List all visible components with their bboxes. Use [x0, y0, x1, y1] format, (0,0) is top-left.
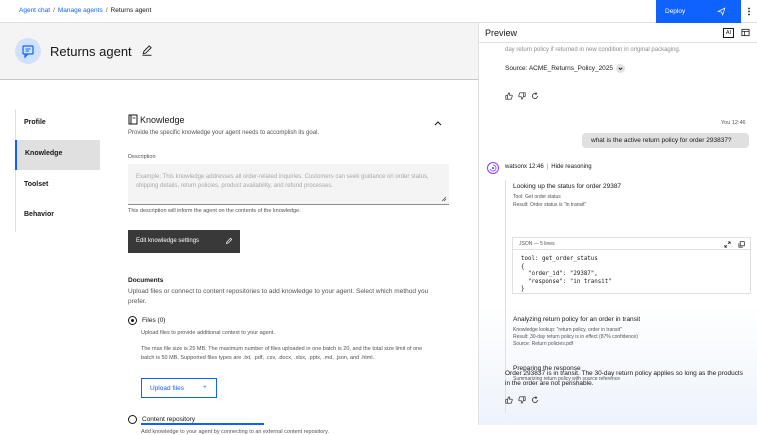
- files-limits-text: The max file size is 25 MB. The maximum number of files uploaded in one batch is 20, and the total size limit of one batch is 50 MB. Supported files types are .txt, .pdf, .csv, .docx, .xlsx, .pptx, .md, .json, and .html.: [141, 346, 423, 361]
- source-label: Source: ACME_Returns_Policy_2025: [505, 65, 614, 73]
- code-body: [521, 256, 612, 294]
- preview-header: [479, 23, 757, 43]
- breadcrumb-manage-agents[interactable]: Manage agents: [57, 7, 103, 14]
- code-line: {: [521, 263, 525, 270]
- thumbs-down-icon[interactable]: [518, 92, 526, 100]
- nav-item-knowledge[interactable]: [15, 140, 100, 170]
- nav-item-label: Toolset: [24, 181, 49, 188]
- chevron-up-icon[interactable]: [434, 120, 442, 126]
- page-title: Returns agent: [50, 44, 132, 59]
- breadcrumb-agent-chat[interactable]: Agent chat: [19, 7, 51, 14]
- step-title: Analyzing return policy for an order in transit: [513, 316, 641, 323]
- nav-item-profile[interactable]: [16, 109, 101, 139]
- step-detail: Result: Order status is "in transit": [513, 202, 587, 208]
- thumbs-up-icon[interactable]: [505, 396, 513, 404]
- description-helper-text: This description will inform the agent on the contents of the knowledge.: [128, 208, 301, 214]
- agent-chat-icon: [15, 38, 41, 64]
- top-bar: [0, 0, 757, 23]
- documents-description: Upload files or connect to content repositories to add knowledge to your agent. Select which method you prefer.: [128, 288, 429, 305]
- code-line: "order_id": "29387",: [521, 271, 598, 277]
- files-radio[interactable]: [128, 316, 137, 325]
- copy-icon[interactable]: [738, 241, 745, 248]
- watsonx-avatar-icon: [487, 162, 499, 174]
- breadcrumb-separator: /: [105, 7, 108, 14]
- content-repository-label: Content repository: [142, 416, 196, 423]
- message-actions: [505, 92, 539, 100]
- plus-icon: +: [203, 384, 207, 391]
- code-snippet: [512, 237, 751, 294]
- step-detail: Tool: Get order status: [513, 194, 561, 200]
- edit-title-icon[interactable]: [141, 44, 153, 56]
- step-title: Preparing the response: [513, 365, 581, 372]
- user-message: [582, 133, 749, 148]
- user-timestamp: You 12:46: [721, 120, 746, 126]
- nav-item-label: Knowledge: [25, 150, 63, 157]
- description-textarea[interactable]: [128, 164, 449, 205]
- source-reference: [505, 64, 625, 73]
- ai-badge[interactable]: AI: [723, 28, 734, 38]
- files-option-label: Files (0): [142, 317, 166, 324]
- agent-time: 12:46: [528, 164, 544, 170]
- hide-reasoning-toggle[interactable]: Hide reasoning: [551, 164, 592, 170]
- thumbs-down-icon[interactable]: [518, 396, 526, 404]
- agent-response-text: Order 293837 is in transit. The 30-day return policy applies so long as the products in the order are not perishable.: [505, 370, 743, 387]
- nav-item-toolset[interactable]: [16, 171, 101, 201]
- step-detail: Summarizing return policy with source reference: [513, 376, 620, 382]
- description-label: Description: [128, 154, 156, 160]
- step-title: Looking up the status for order 29387: [513, 183, 622, 190]
- nav-item-label: Behavior: [24, 211, 54, 218]
- agent-header: [0, 23, 478, 80]
- send-icon: [717, 7, 726, 16]
- upload-files-button[interactable]: [141, 378, 217, 398]
- preview-panel: [479, 23, 757, 425]
- step-detail: Result: 30-day return policy is in effect (87% confidence): [513, 334, 638, 340]
- edit-icon: [225, 237, 233, 245]
- knowledge-title: Knowledge: [140, 115, 185, 125]
- code-header: [513, 238, 750, 250]
- files-helper-text: Upload files to provide additional context to your agent.: [141, 330, 275, 336]
- expand-icon[interactable]: [724, 241, 731, 248]
- step-detail: Source: Return policies.pdf: [513, 341, 574, 347]
- user-message-text: what is the active return policy for order 293837?: [591, 137, 732, 144]
- nav-item-behavior[interactable]: [16, 201, 101, 231]
- agent-editor: [0, 23, 478, 435]
- code-line: "response": "in transit": [521, 278, 612, 285]
- documents-title: Documents: [128, 277, 164, 284]
- previous-answer-text: day return policy if returned in new condition in original packaging.: [505, 47, 681, 53]
- upload-files-label: Upload files: [150, 385, 184, 392]
- knowledge-book-icon: [128, 114, 138, 125]
- breadcrumb-separator: /: [53, 7, 55, 14]
- preview-title: Preview: [485, 28, 518, 38]
- description-placeholder: Example: This knowledge addresses all order-related inquiries. Customers can seek guidance on order status, shipping details, return policies, product availability, and refund processes.: [136, 174, 429, 189]
- edit-knowledge-label: Edit knowledge settings: [136, 238, 200, 244]
- code-header-label: JSON — 5 lines: [519, 241, 555, 247]
- deploy-label: Deploy: [665, 8, 686, 15]
- knowledge-subtitle: Provide the specific knowledge your agent needs to accomplish its goal.: [128, 130, 320, 136]
- agent-message-header: watsonx 12:46 | Hide reasoning: [505, 164, 592, 170]
- message-actions: [505, 396, 539, 404]
- chevron-down-icon[interactable]: [616, 64, 625, 73]
- regenerate-icon[interactable]: [531, 92, 539, 100]
- code-line: tool: get_order_status: [521, 256, 598, 262]
- code-line: }: [521, 286, 525, 292]
- step-detail: Knowledge lookup: "return policy, order in transit": [513, 327, 622, 333]
- document-icon[interactable]: [741, 28, 750, 37]
- nav-item-label: Profile: [24, 119, 46, 126]
- edit-knowledge-settings-button[interactable]: [128, 230, 240, 253]
- agent-name: watsonx: [505, 164, 528, 170]
- connect-repository-button[interactable]: [141, 423, 264, 425]
- overflow-menu-icon[interactable]: [741, 0, 757, 23]
- resize-handle-icon[interactable]: [441, 196, 447, 202]
- regenerate-icon[interactable]: [531, 396, 539, 404]
- content-repository-helper: Add knowledge to your agent by connecting to an external content repository.: [141, 429, 329, 435]
- thumbs-up-icon[interactable]: [505, 92, 513, 100]
- side-nav: [15, 109, 100, 232]
- breadcrumb: [19, 7, 151, 14]
- deploy-button[interactable]: [656, 0, 741, 23]
- content-repository-radio[interactable]: [128, 415, 137, 424]
- breadcrumb-current: Returns agent: [110, 7, 152, 14]
